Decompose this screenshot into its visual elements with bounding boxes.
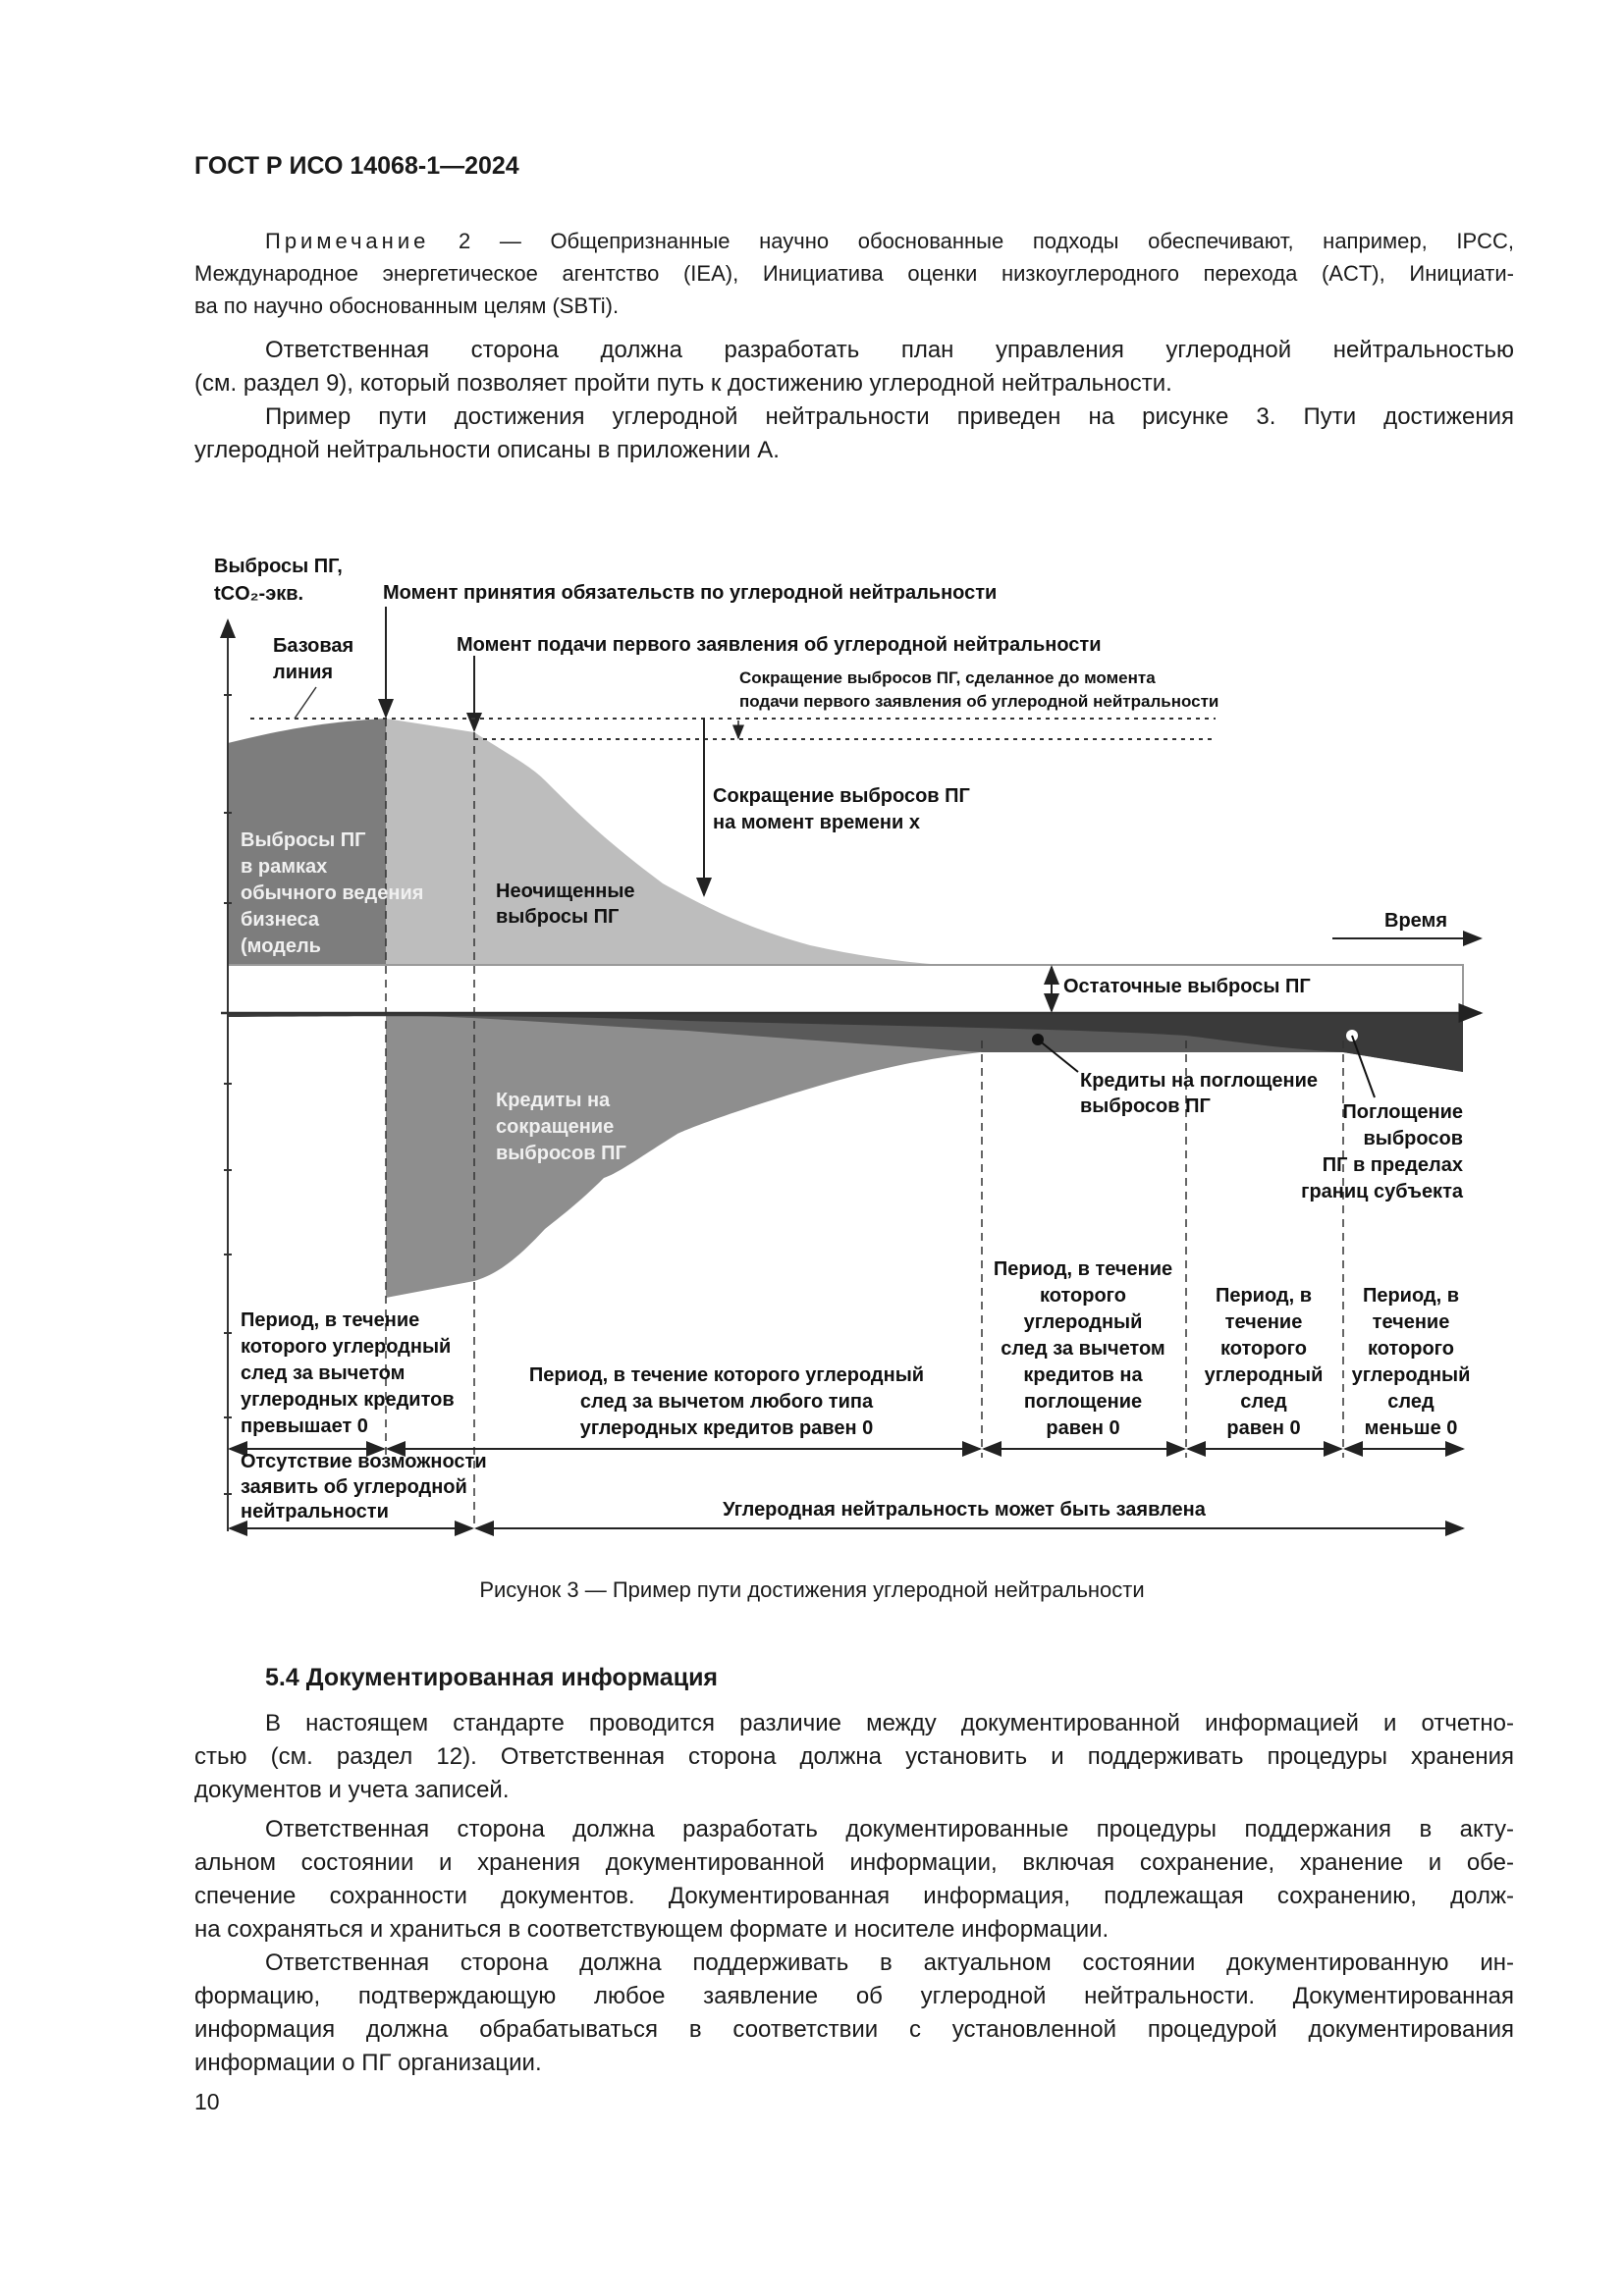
figure-text: след xyxy=(1387,1391,1435,1413)
figure-text: превышает 0 xyxy=(241,1415,368,1437)
baseline-label: линия xyxy=(273,662,334,683)
can-claim-label: Углеродная нейтральность может быть заявлена xyxy=(723,1499,1206,1521)
figure-text: которого xyxy=(1220,1338,1307,1360)
paragraph-line: углеродной нейтральности описаны в приложении А. xyxy=(194,437,780,463)
figure-text: Выбросы ПГ xyxy=(241,829,366,851)
figure-text: ПГ в пределах xyxy=(1322,1154,1463,1176)
note-line: Примечание 2 — Общепризнанные научно обоснованные подходы обеспечивают, например, IPCC, xyxy=(265,229,1514,253)
y-axis-label: Выбросы ПГ, xyxy=(214,556,343,577)
figure-text: след за вычетом xyxy=(241,1362,406,1384)
figure-text: Период, в xyxy=(1215,1285,1313,1307)
period-label-5 xyxy=(1352,1285,1471,1439)
note-line: Международное энергетическое агентство (IEA), Инициатива оценки низкоуглеродного перехода (ACT), Инициати- xyxy=(194,261,1514,286)
period-label-4 xyxy=(1205,1285,1324,1439)
figure-text: углеродных кредитов равен 0 xyxy=(579,1417,874,1439)
figure-caption: Рисунок 3 — Пример пути достижения углеродной нейтральности xyxy=(479,1577,1145,1602)
figure-text: кредитов на xyxy=(1023,1364,1143,1386)
figure-text: след за вычетом любого типа xyxy=(579,1391,874,1413)
figure-text: след за вычетом xyxy=(1001,1338,1165,1360)
figure-text: углеродный xyxy=(1204,1364,1324,1386)
figure-text: которого xyxy=(1040,1285,1126,1307)
paragraph-line: на сохраняться и храниться в соответствующем формате и носителе информации. xyxy=(194,1916,1110,1943)
y-axis-unit: tCO₂-экв. xyxy=(214,583,304,605)
paragraph-line: Ответственная сторона должна поддерживать в актуальном состоянии документированную ин- xyxy=(265,1949,1514,1976)
reduction-x-label: Сокращение выбросов ПГ xyxy=(713,785,970,807)
reduction-credits-label: выбросов ПГ xyxy=(496,1143,626,1164)
figure-text: течение xyxy=(1224,1311,1303,1333)
paragraph-line: Пример пути достижения углеродной нейтральности приведен на рисунке 3. Пути достижения xyxy=(265,403,1514,430)
removals-label xyxy=(1301,1101,1464,1202)
no-claim-label: заявить об углеродной xyxy=(241,1476,467,1498)
figure-text: обычного ведения xyxy=(241,882,424,904)
figure-text: которого xyxy=(1368,1338,1454,1360)
paragraph-line: информация должна обрабатываться в соответствии с установленной процедурой документирования xyxy=(194,2016,1514,2043)
period-label-1 xyxy=(241,1309,455,1437)
paragraph-line: В настоящем стандарте проводится различие между документированной информацией и отчетно- xyxy=(265,1710,1514,1736)
no-claim-label: нейтральности xyxy=(241,1501,389,1522)
removal-credits-label: Кредиты на поглощение xyxy=(1080,1070,1319,1092)
figure-text: поглощение xyxy=(1023,1391,1143,1413)
removal-credits-label: выбросов ПГ xyxy=(1080,1095,1211,1117)
figure-text: равен 0 xyxy=(1226,1417,1301,1439)
reduction-credits-area xyxy=(386,1013,982,1298)
figure-text: течение xyxy=(1372,1311,1450,1333)
figure-text: равен 0 xyxy=(1046,1417,1120,1439)
paragraph-line: формацию, подтверждающую любое заявление об углеродной нейтральности. Документированная xyxy=(194,1983,1514,2009)
reduction-credits-label: сокращение xyxy=(496,1116,615,1138)
paragraph-line: документов и учета записей. xyxy=(194,1777,510,1803)
figure-text: Период, в течение xyxy=(993,1258,1173,1280)
figure-text: меньше 0 xyxy=(1364,1417,1458,1439)
figure-text: выбросов xyxy=(1363,1128,1463,1149)
figure-text: углеродный xyxy=(1023,1311,1143,1333)
paragraph-line: альном состоянии и хранения документированной информации, включая сохранение, хранение и обе- xyxy=(194,1849,1514,1876)
baseline-label: Базовая xyxy=(273,635,354,657)
figure-text: углеродный xyxy=(1351,1364,1471,1386)
unabated-label: выбросы ПГ xyxy=(496,906,620,928)
page-number: 10 xyxy=(194,2089,220,2114)
figure-text: которого углеродный xyxy=(241,1336,452,1358)
paragraph-line: информации о ПГ организации. xyxy=(194,2050,542,2076)
figure-text: границ субъекта xyxy=(1301,1181,1463,1202)
figure-text: бизнеса xyxy=(241,909,320,931)
period-label-3 xyxy=(994,1258,1172,1439)
pre-reduction-label: подачи первого заявления об углеродной нейтральности xyxy=(739,692,1219,711)
figure-text: Период, в течение которого углеродный xyxy=(528,1364,925,1386)
note-line: ва по научно обоснованным целям (SBTi). xyxy=(194,294,620,318)
paragraph-line: стью (см. раздел 12). Ответственная сторона должна установить и поддерживать процедуры хранения xyxy=(194,1743,1514,1770)
pre-reduction-label: Сокращение выбросов ПГ, сделанное до момента xyxy=(739,668,1156,687)
period-label-2 xyxy=(529,1364,924,1439)
reduction-x-label: на момент времени x xyxy=(713,812,920,833)
first-claim-label: Момент подачи первого заявления об углеродной нейтральности xyxy=(457,634,1102,656)
figure-text: в рамках xyxy=(241,856,328,878)
paragraph-line: Ответственная сторона должна разработать план управления углеродной нейтральностью xyxy=(265,337,1514,363)
residual-label: Остаточные выбросы ПГ xyxy=(1063,976,1311,997)
no-claim-label: Отсутствие возможности xyxy=(241,1451,487,1472)
time-label: Время xyxy=(1384,910,1447,932)
figure-mark xyxy=(295,687,316,719)
document-header: ГОСТ Р ИСО 14068-1—2024 xyxy=(194,152,519,180)
commitment-label: Момент принятия обязательств по углеродной нейтральности xyxy=(383,582,998,604)
reduction-credits-label: Кредиты на xyxy=(496,1090,611,1111)
figure-text: Поглощение xyxy=(1342,1101,1463,1123)
figure-text: углеродных кредитов xyxy=(241,1389,455,1411)
figure-text: Период, в течение xyxy=(241,1309,420,1331)
paragraph-line: Ответственная сторона должна разработать документированные процедуры поддержания в акту- xyxy=(265,1816,1514,1842)
unabated-label: Неочищенные xyxy=(496,881,635,902)
paragraph-line: спечение сохранности документов. Документированная информация, подлежащая сохранению, долж- xyxy=(194,1883,1514,1909)
figure-text: (модель xyxy=(241,935,321,957)
paragraph-line: (см. раздел 9), который позволяет пройти путь к достижению углеродной нейтральности. xyxy=(194,370,1172,397)
section-title: 5.4 Документированная информация xyxy=(265,1664,719,1691)
figure-text: след xyxy=(1240,1391,1287,1413)
figure-text: Период, в xyxy=(1362,1285,1460,1307)
unabated-emissions-area xyxy=(386,719,943,965)
